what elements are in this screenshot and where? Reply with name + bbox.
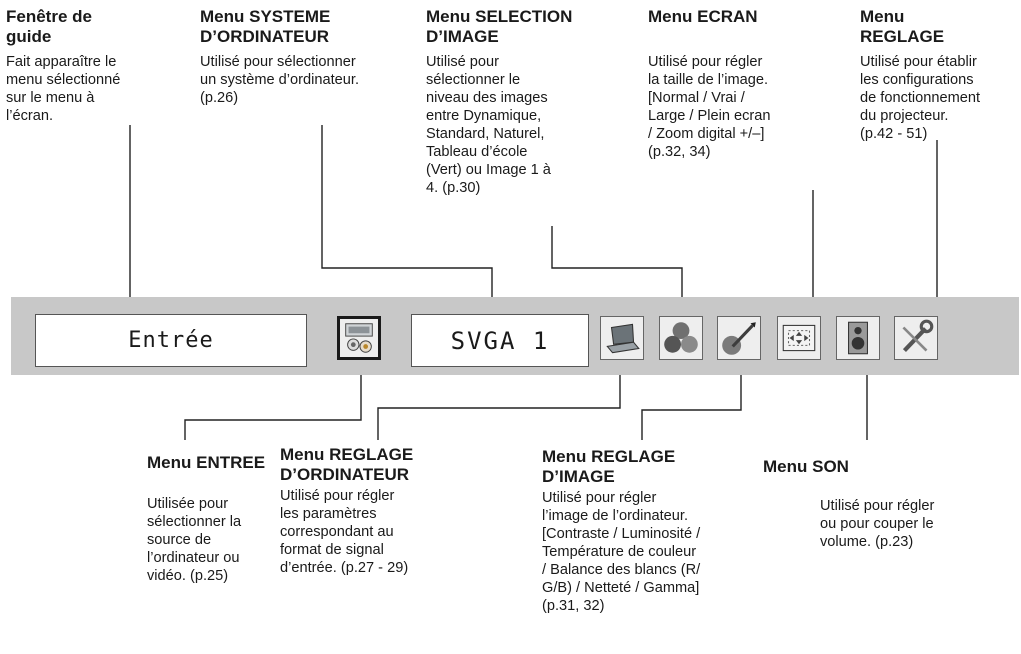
speaker-icon[interactable] [836,316,880,360]
guide-window-display: Entrée [35,314,307,367]
paint-brush-icon[interactable] [717,316,761,360]
callout-description: Utilisé pour régler l’image de l’ordinateur. [Contraste / Luminosité / Température de couleur / Balance des blancs (R/ G/B) / Netteté / Gamma] (p.31, 32) [542,490,701,614]
callout-title: Menu SYSTEME D’ORDINATEUR [200,7,331,46]
wrench-icon[interactable] [894,316,938,360]
callout-title: Fenêtre de guide [6,7,92,46]
callout-title: Menu REGLAGE D’IMAGE [542,447,676,486]
callout-description: Utilisée pour sélectionner la source de l’ordinateur ou vidéo. (p.25) [147,496,242,584]
laptop-icon[interactable] [600,316,644,360]
image-adjust-menu-callout [542,447,757,615]
callout-description: Fait apparaître le menu sélectionné sur le menu à l’écran. [6,54,121,124]
callout-title: Menu ENTREE [147,453,266,472]
callout-title: Menu SON [763,457,849,476]
callout-description: Utilisé pour établir les configurations de fonctionnement du projecteur. (p.42 - 51) [860,54,981,142]
callout-description: Utilisé pour régler les paramètres correspondant au format de signal d’entrée. (p.27 - 29) [280,488,409,576]
callout-description: Utilisé pour sélectionner le niveau des images entre Dynamique, Standard, Naturel, Tableau d’école (Vert) ou Image 1 à 4. (p.30) [426,54,551,196]
sound-menu-callout [763,457,963,551]
computer-adjust-menu-callout [280,445,490,577]
system-menu-callout [200,7,420,107]
color-balls-icon[interactable] [659,316,703,360]
callout-title: Menu SELECTION D’IMAGE [426,7,573,46]
computer-system-display: SVGA 1 [411,314,589,367]
projector-menu-bar [11,297,1019,375]
callout-description: Utilisé pour sélectionner un système d’ordinateur. (p.26) [200,54,359,106]
callout-description: Utilisé pour régler la taille de l’image. [Normal / Vrai / Large / Plein ecran / Zoom digital +/–] (p.32, 34) [648,54,771,160]
callout-title: Menu REGLAGE D’ORDINATEUR [280,445,414,484]
guide-window-callout [6,7,176,125]
callout-title: Menu ECRAN [648,7,758,26]
screen-size-icon[interactable] [777,316,821,360]
screen-menu-callout [648,7,848,161]
input-icon[interactable] [337,316,381,360]
setting-menu-callout [860,7,1020,143]
image-select-menu-callout [426,7,626,197]
callout-description: Utilisé pour régler ou pour couper le volume. (p.23) [820,498,935,550]
callout-title: Menu REGLAGE [860,7,945,46]
